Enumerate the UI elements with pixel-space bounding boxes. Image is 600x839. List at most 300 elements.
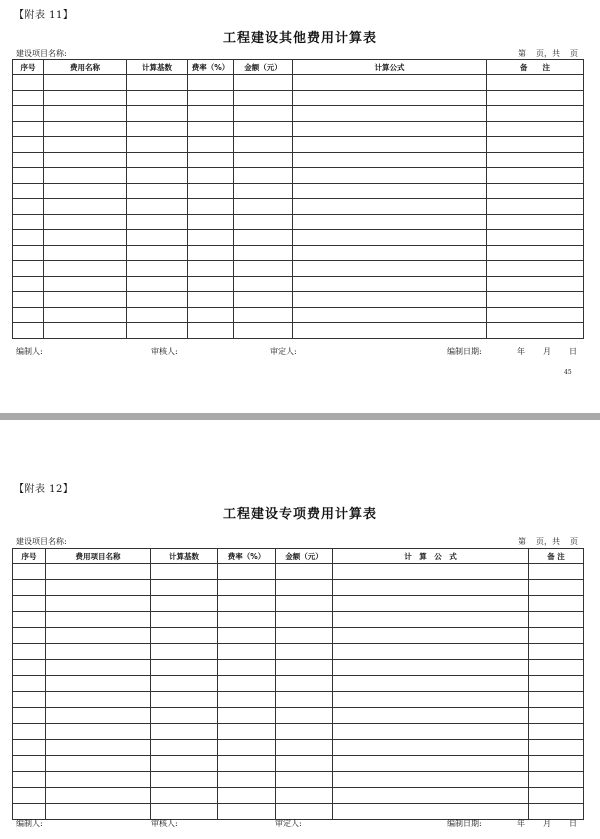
page-number: 45 — [564, 369, 572, 376]
table-cell — [333, 804, 529, 820]
col-header-name: 费用项目名称 — [46, 549, 151, 564]
table-cell — [276, 612, 333, 628]
table-cell — [333, 708, 529, 724]
table-row — [13, 183, 584, 199]
table-cell — [44, 199, 127, 215]
col-header-name: 费用名称 — [44, 60, 127, 75]
table-row — [13, 168, 584, 184]
expense-table — [12, 548, 584, 820]
table-cell — [46, 596, 151, 612]
table-cell — [13, 307, 44, 323]
col-header-formula: 计 算 公 式 — [333, 549, 529, 564]
table-cell — [218, 708, 276, 724]
table-cell — [13, 772, 46, 788]
table-row — [13, 628, 584, 644]
table-cell — [188, 323, 234, 339]
table-cell — [293, 307, 487, 323]
table-cell — [46, 676, 151, 692]
table-cell — [46, 724, 151, 740]
table-cell — [234, 230, 293, 246]
table-cell — [151, 580, 218, 596]
table-cell — [13, 292, 44, 308]
table-cell — [487, 90, 584, 106]
table-cell — [127, 245, 188, 261]
table-cell — [276, 708, 333, 724]
table-cell — [218, 788, 276, 804]
table-cell — [293, 137, 487, 153]
table-cell — [487, 214, 584, 230]
table-cell — [13, 152, 44, 168]
table-cell — [529, 628, 584, 644]
table-cell — [13, 90, 44, 106]
table-cell — [44, 245, 127, 261]
table-row — [13, 230, 584, 246]
table-cell — [333, 564, 529, 580]
table-cell — [188, 292, 234, 308]
table-cell — [218, 628, 276, 644]
table-cell — [46, 612, 151, 628]
approver-label: 审定人: — [275, 819, 302, 828]
table-cell — [151, 724, 218, 740]
table-cell — [44, 75, 127, 91]
table-cell — [127, 168, 188, 184]
table-cell — [276, 660, 333, 676]
table-row — [13, 788, 584, 804]
table-cell — [234, 214, 293, 230]
table-row — [13, 90, 584, 106]
table-cell — [151, 612, 218, 628]
table-cell — [529, 564, 584, 580]
table-cell — [46, 628, 151, 644]
table-cell — [293, 168, 487, 184]
table-cell — [276, 596, 333, 612]
table-cell — [151, 788, 218, 804]
col-header-rate: 费率（%） — [218, 549, 276, 564]
table-cell — [151, 756, 218, 772]
table-cell — [13, 323, 44, 339]
table-cell — [293, 214, 487, 230]
table-cell — [127, 230, 188, 246]
table-cell — [13, 708, 46, 724]
table-cell — [529, 596, 584, 612]
date-label: 编制日期: — [447, 819, 482, 828]
page-divider — [0, 413, 600, 420]
table-cell — [46, 644, 151, 660]
table-row — [13, 692, 584, 708]
table-cell — [127, 276, 188, 292]
table-cell — [234, 137, 293, 153]
table-cell — [487, 168, 584, 184]
approver-label: 审定人: — [270, 347, 297, 356]
table-cell — [218, 596, 276, 612]
table-cell — [46, 660, 151, 676]
table-cell — [234, 168, 293, 184]
year-label: 年 — [517, 819, 525, 828]
table-cell — [44, 323, 127, 339]
col-header-remarks: 备 注 — [529, 549, 584, 564]
table-cell — [188, 137, 234, 153]
table-cell — [218, 804, 276, 820]
table-cell — [218, 564, 276, 580]
table-cell — [218, 772, 276, 788]
appendix-label: 【附表 11】 — [14, 10, 74, 21]
table-cell — [44, 90, 127, 106]
form-title: 工程建设专项费用计算表 — [222, 507, 377, 522]
table-cell — [151, 676, 218, 692]
table-cell — [218, 692, 276, 708]
table-cell — [293, 90, 487, 106]
table-cell — [151, 564, 218, 580]
table-cell — [13, 788, 46, 804]
table-cell — [234, 307, 293, 323]
table-cell — [13, 230, 44, 246]
compiler-label: 编制人: — [16, 819, 43, 828]
table-cell — [529, 724, 584, 740]
table-cell — [46, 564, 151, 580]
table-cell — [13, 676, 46, 692]
table-cell — [276, 644, 333, 660]
table-cell — [487, 183, 584, 199]
table-cell — [13, 168, 44, 184]
table-cell — [276, 580, 333, 596]
table-cell — [293, 183, 487, 199]
table-row — [13, 676, 584, 692]
table-row — [13, 708, 584, 724]
table-cell — [13, 756, 46, 772]
table-cell — [487, 276, 584, 292]
table-cell — [293, 199, 487, 215]
table-cell — [44, 261, 127, 277]
table-cell — [127, 90, 188, 106]
table-cell — [13, 261, 44, 277]
table-cell — [276, 740, 333, 756]
table-cell — [333, 596, 529, 612]
table-cell — [151, 772, 218, 788]
table-cell — [13, 106, 44, 122]
table-cell — [276, 756, 333, 772]
table-cell — [218, 644, 276, 660]
table-row — [13, 276, 584, 292]
table-cell — [188, 214, 234, 230]
table-cell — [529, 660, 584, 676]
table-cell — [487, 292, 584, 308]
table-cell — [293, 75, 487, 91]
table-cell — [487, 323, 584, 339]
table-row — [13, 214, 584, 230]
table-cell — [188, 230, 234, 246]
table-cell — [234, 121, 293, 137]
table-cell — [529, 580, 584, 596]
table-cell — [188, 75, 234, 91]
table-cell — [234, 245, 293, 261]
table-cell — [333, 676, 529, 692]
table-cell — [188, 168, 234, 184]
table-cell — [333, 660, 529, 676]
table-cell — [44, 307, 127, 323]
page-indicator: 第 页，共 页 — [518, 537, 578, 546]
compiler-label: 编制人: — [16, 347, 43, 356]
table-cell — [13, 214, 44, 230]
table-cell — [234, 106, 293, 122]
date-label: 编制日期: — [447, 347, 482, 356]
table-cell — [188, 106, 234, 122]
table-cell — [529, 612, 584, 628]
table-cell — [127, 307, 188, 323]
table-cell — [333, 644, 529, 660]
table-cell — [188, 121, 234, 137]
table-cell — [188, 152, 234, 168]
table-cell — [151, 740, 218, 756]
table-cell — [46, 580, 151, 596]
reviewer-label: 审核人: — [151, 819, 178, 828]
reviewer-label: 审核人: — [151, 347, 178, 356]
table-cell — [13, 612, 46, 628]
table-cell — [529, 676, 584, 692]
table-cell — [487, 106, 584, 122]
table-cell — [13, 644, 46, 660]
table-cell — [127, 292, 188, 308]
table-cell — [188, 90, 234, 106]
table-cell — [151, 628, 218, 644]
table-cell — [13, 724, 46, 740]
col-header-amount: 金额（元） — [234, 60, 293, 75]
table-cell — [487, 199, 584, 215]
table-cell — [333, 772, 529, 788]
table-row — [13, 121, 584, 137]
table-cell — [333, 692, 529, 708]
table-row — [13, 106, 584, 122]
table-cell — [293, 292, 487, 308]
table-cell — [44, 183, 127, 199]
table-cell — [234, 276, 293, 292]
table-cell — [127, 323, 188, 339]
table-cell — [333, 612, 529, 628]
table-cell — [46, 788, 151, 804]
table-cell — [46, 740, 151, 756]
day-label: 日 — [569, 347, 577, 356]
col-header-index: 序号 — [13, 60, 44, 75]
project-name-label: 建设项目名称: — [16, 537, 67, 546]
table-cell — [218, 580, 276, 596]
table-cell — [529, 756, 584, 772]
table-cell — [529, 644, 584, 660]
col-header-rate: 费率（%） — [188, 60, 234, 75]
appendix-label: 【附表 12】 — [14, 484, 74, 495]
table-cell — [218, 756, 276, 772]
table-row — [13, 724, 584, 740]
table-cell — [13, 276, 44, 292]
table-cell — [13, 183, 44, 199]
table-cell — [127, 183, 188, 199]
table-cell — [188, 245, 234, 261]
table-cell — [218, 724, 276, 740]
table-cell — [487, 307, 584, 323]
table-cell — [276, 772, 333, 788]
table-row — [13, 292, 584, 308]
table-cell — [44, 106, 127, 122]
table-cell — [13, 628, 46, 644]
table-cell — [188, 276, 234, 292]
table-cell — [529, 772, 584, 788]
table-row — [13, 199, 584, 215]
table-cell — [127, 75, 188, 91]
table-cell — [293, 230, 487, 246]
table-row — [13, 660, 584, 676]
table-cell — [44, 214, 127, 230]
table-cell — [293, 276, 487, 292]
table-cell — [218, 676, 276, 692]
table-cell — [13, 692, 46, 708]
table-cell — [151, 708, 218, 724]
table-cell — [44, 292, 127, 308]
table-cell — [44, 121, 127, 137]
table-cell — [151, 644, 218, 660]
table-cell — [13, 740, 46, 756]
table-cell — [529, 692, 584, 708]
table-cell — [234, 292, 293, 308]
table-cell — [234, 199, 293, 215]
year-label: 年 — [517, 347, 525, 356]
table-cell — [46, 804, 151, 820]
table-cell — [487, 245, 584, 261]
table-cell — [234, 183, 293, 199]
table-cell — [333, 740, 529, 756]
table-cell — [46, 708, 151, 724]
table-cell — [333, 788, 529, 804]
table-cell — [333, 756, 529, 772]
table-row — [13, 152, 584, 168]
table-row — [13, 612, 584, 628]
table-row — [13, 596, 584, 612]
table-cell — [151, 660, 218, 676]
table-cell — [44, 137, 127, 153]
table-row — [13, 756, 584, 772]
table-header-row — [13, 549, 584, 564]
table-cell — [13, 121, 44, 137]
table-cell — [13, 199, 44, 215]
table-header-row — [13, 60, 584, 75]
table-cell — [44, 230, 127, 246]
expense-table — [12, 59, 584, 339]
table-cell — [151, 692, 218, 708]
month-label: 月 — [543, 347, 551, 356]
table-cell — [529, 708, 584, 724]
table-cell — [487, 137, 584, 153]
project-name-label: 建设项目名称: — [16, 49, 67, 58]
col-header-remarks: 备 注 — [487, 60, 584, 75]
table-cell — [218, 740, 276, 756]
table-row — [13, 75, 584, 91]
table-cell — [13, 564, 46, 580]
table-cell — [276, 692, 333, 708]
table-cell — [293, 245, 487, 261]
table-cell — [487, 261, 584, 277]
table-cell — [13, 580, 46, 596]
table-cell — [127, 152, 188, 168]
table-cell — [127, 214, 188, 230]
table-cell — [188, 261, 234, 277]
table-cell — [13, 75, 44, 91]
table-cell — [276, 788, 333, 804]
table-cell — [127, 106, 188, 122]
table-cell — [234, 323, 293, 339]
table-cell — [487, 121, 584, 137]
table-cell — [44, 276, 127, 292]
table-cell — [127, 121, 188, 137]
table-cell — [13, 596, 46, 612]
table-cell — [188, 199, 234, 215]
table-cell — [293, 261, 487, 277]
col-header-index: 序号 — [13, 549, 46, 564]
col-header-amount: 金额（元） — [276, 549, 333, 564]
table-cell — [333, 628, 529, 644]
table-row — [13, 245, 584, 261]
table-cell — [293, 152, 487, 168]
col-header-base: 计算基数 — [127, 60, 188, 75]
table-cell — [218, 612, 276, 628]
table-cell — [293, 121, 487, 137]
table-row — [13, 137, 584, 153]
table-cell — [234, 152, 293, 168]
table-cell — [46, 772, 151, 788]
table-cell — [234, 75, 293, 91]
table-row — [13, 740, 584, 756]
table-cell — [13, 660, 46, 676]
table-cell — [234, 90, 293, 106]
table-cell — [127, 137, 188, 153]
col-header-formula: 计算公式 — [293, 60, 487, 75]
table-cell — [333, 724, 529, 740]
table-row — [13, 323, 584, 339]
table-cell — [487, 75, 584, 91]
table-cell — [13, 245, 44, 261]
table-cell — [218, 660, 276, 676]
table-cell — [151, 596, 218, 612]
table-cell — [46, 692, 151, 708]
table-cell — [487, 230, 584, 246]
table-cell — [276, 676, 333, 692]
table-cell — [293, 106, 487, 122]
table-row — [13, 261, 584, 277]
table-cell — [234, 261, 293, 277]
table-cell — [188, 183, 234, 199]
table-row — [13, 307, 584, 323]
table-cell — [293, 323, 487, 339]
table-cell — [44, 168, 127, 184]
table-cell — [127, 261, 188, 277]
table-cell — [127, 199, 188, 215]
form-title: 工程建设其他费用计算表 — [222, 31, 377, 46]
table-row — [13, 772, 584, 788]
table-row — [13, 564, 584, 580]
table-cell — [333, 580, 529, 596]
table-cell — [529, 788, 584, 804]
table-cell — [44, 152, 127, 168]
table-cell — [529, 740, 584, 756]
col-header-base: 计算基数 — [151, 549, 218, 564]
table-cell — [188, 307, 234, 323]
table-row — [13, 644, 584, 660]
day-label: 日 — [569, 819, 577, 828]
table-cell — [276, 724, 333, 740]
table-cell — [276, 564, 333, 580]
table-cell — [487, 152, 584, 168]
table-cell — [13, 137, 44, 153]
table-cell — [276, 628, 333, 644]
table-row — [13, 580, 584, 596]
page-indicator: 第 页，共 页 — [518, 49, 578, 58]
table-cell — [46, 756, 151, 772]
